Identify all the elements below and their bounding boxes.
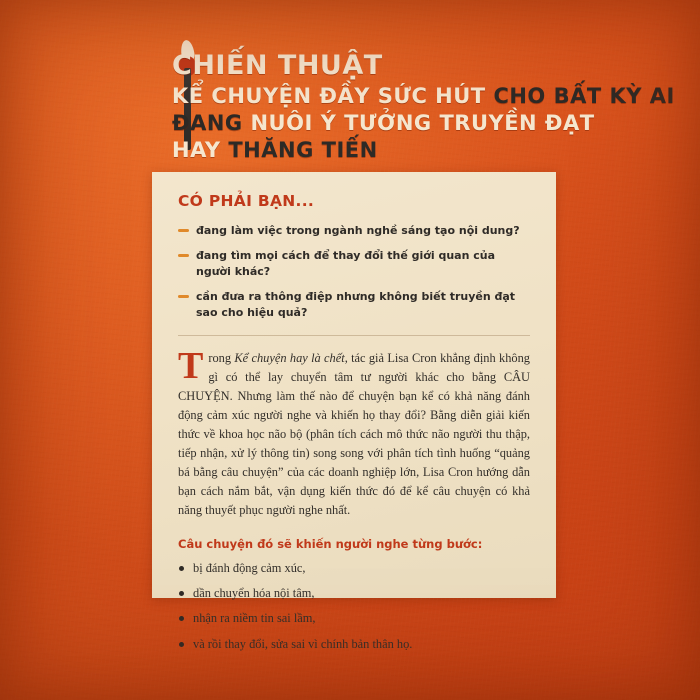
steps-list [178, 560, 530, 653]
drop-cap: T [178, 344, 204, 387]
content-card-inner [152, 172, 556, 683]
bullet-icon [179, 642, 184, 647]
question-text: cần đưa ra thông điệp nhưng không biết truyền đạt sao cho hiệu quả? [196, 289, 516, 319]
divider [178, 335, 530, 336]
card-title: CÓ PHẢI BẠN... [178, 192, 315, 210]
headline-line-4 [172, 140, 642, 161]
dash-icon [178, 254, 189, 257]
step-text: nhận ra niềm tin sai lầm, [193, 611, 316, 626]
step-text: và rồi thay đổi, sửa sai vì chính bản thân họ. [193, 636, 413, 651]
headline-line-3 [172, 110, 642, 135]
dash-icon [178, 295, 189, 298]
bullet-icon [179, 591, 184, 596]
content-card [152, 172, 556, 651]
headline-line-4-dark: THĂNG TIẾN [228, 138, 378, 163]
book-title-italic: Kể chuyện hay là chết [234, 350, 345, 365]
body-paragraph [178, 344, 530, 521]
headline-line-1 [172, 52, 642, 80]
headline-line-2-cream: KỂ CHUYỆN ĐẦY SỨC HÚT [172, 83, 494, 108]
body-part-2: , tác giả Lisa Cron khẳng định không gì có thể lay chuyển tâm tư người khác cho bằng CÂU CHUYỆN. Nhưng làm thế nào để chuyện bạn kể có khả năng đánh động cảm xúc người nghe và khiến họ thay đổi? Bằng diễn giải kiến thức về khoa học não bộ (phân tích cách mô thức não người thu thập, tiếp nhận, xử lý thông tin) song song với phân tích tình huống “quảng bá bằng câu chuyện” của các doanh nghiệp lớn, Lisa Cron hướng dẫn bạn cách nắm bắt, vận dụng kiến thức đó để kể câu chuyện có khả năng thuyết phục người nghe nhất. [178, 350, 530, 518]
step-text: bị đánh động cảm xúc, [193, 560, 306, 575]
headline-line-3-cream: NUÔI Ý TƯỞNG TRUYỀN ĐẠT [250, 110, 595, 135]
question-text: đang tìm mọi cách để thay đổi thế giới quan của người khác? [196, 248, 496, 278]
list-item [178, 223, 530, 239]
list-item [178, 289, 530, 321]
headline-line-2 [172, 83, 675, 108]
dash-icon [178, 229, 189, 232]
headline-line-3-dark: ĐANG [172, 110, 251, 135]
list-item [178, 585, 530, 602]
list-item [178, 610, 530, 627]
question-text: đang làm việc trong ngành nghề sáng tạo nội dung? [196, 224, 520, 237]
step-text: dần chuyển hóa nội tâm, [193, 585, 315, 600]
body-part-1: rong [208, 350, 235, 365]
bullet-icon [179, 566, 184, 571]
headline-line-4-cream: HAY [172, 138, 229, 163]
headline-line-2-dark: CHO BẤT KỲ AI [493, 83, 675, 108]
sub-heading: Câu chuyện đó sẽ khiến người nghe từng bước: [178, 536, 483, 551]
list-item [178, 560, 530, 577]
list-item [178, 636, 530, 653]
headline-block [172, 50, 675, 168]
list-item [178, 248, 530, 280]
question-list [178, 223, 530, 321]
headline-line-1-text: CHIẾN THUẬT [172, 50, 383, 81]
bullet-icon [179, 616, 184, 621]
